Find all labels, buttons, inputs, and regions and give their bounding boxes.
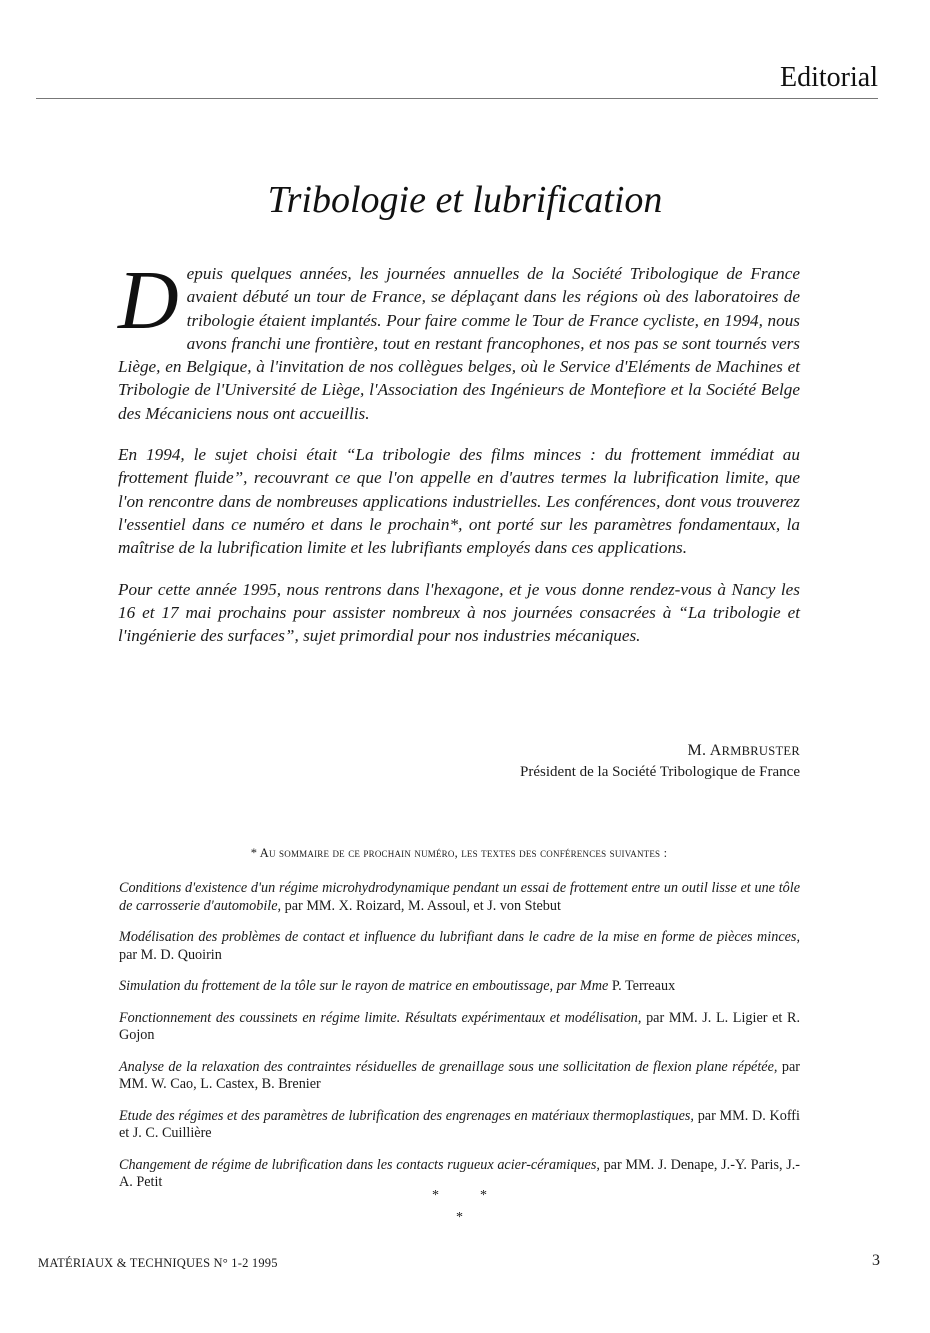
conference-authors: par MM. J. L. Ligier et R. Gojon <box>119 1009 800 1043</box>
conference-authors: par MM. D. Koffi et J. C. Cuillière <box>119 1107 800 1141</box>
conference-item <box>119 1059 800 1094</box>
conference-title: Analyse de la relaxation des contraintes résiduelles de grenaillage sous une sollicitation de flexion plane répétée, <box>119 1058 778 1075</box>
star-mark: * <box>432 1188 439 1203</box>
paragraph-2: En 1994, le sujet choisi était “La tribologie des films minces : du frottement immédiat au frottement fluide”, recouvrant ce que l'on appelle en d'autres termes la lubrification limite, que l'on rencontre dans de nombreuses applications industrielles. Les conférences, dont vous trouverez l'essentiel dans ce numéro et dans le prochain*, ont porté sur les paramètres fondamentaux, la maîtrise de la lubrification limite et les lubrifiants employés dans ces applications. <box>118 445 800 558</box>
conference-list <box>119 880 800 1206</box>
signature-role: Président de la Société Tribologique de France <box>520 764 800 780</box>
conference-authors: par M. D. Quoirin <box>119 946 222 963</box>
conference-authors: par MM. W. Cao, L. Castex, B. Brenier <box>119 1058 800 1092</box>
star-mark: * <box>456 1210 463 1225</box>
signature-surname: RMBRUSTER <box>721 744 800 758</box>
paragraph-1 <box>118 254 800 425</box>
star-mark: * <box>480 1188 487 1203</box>
conference-item <box>119 929 800 964</box>
conference-authors: P. Terreaux <box>608 978 676 994</box>
paragraph-3: Pour cette année 1995, nous rentrons dans l'hexagone, et je vous donne rendez-vous à Nancy les 16 et 17 mai prochains pour assister nombreux à nos journées consacrées à “La tribologie et l'ingénierie des surfaces”, sujet primordial pour nos industries mécaniques. <box>118 579 800 646</box>
signature-initial: M. A <box>687 742 722 759</box>
conference-item <box>119 1157 800 1192</box>
conference-title: Modélisation des problèmes de contact et influence du lubrifiant dans le cadre de la mise en forme de pièces minces, <box>119 929 800 945</box>
sommaire-heading-text: * Au sommaire de ce prochain numéro, les textes des conférences suivantes : <box>250 846 668 860</box>
header-rule <box>36 98 878 99</box>
page-number: 3 <box>872 1252 880 1269</box>
conference-item <box>119 880 800 915</box>
conference-title: Simulation du frottement de la tôle sur le rayon de matrice en emboutissage, par Mme <box>119 978 609 994</box>
signature-name <box>520 742 800 760</box>
journal-footer: MATÉRIAUX & TECHNIQUES N° 1-2 1995 <box>38 1256 278 1270</box>
editorial-body <box>118 254 800 665</box>
section-end-stars <box>420 1188 500 1228</box>
conference-authors: par MM. X. Roizard, M. Assoul, et J. von Stebut <box>281 897 561 914</box>
section-label: Editorial <box>780 62 878 93</box>
conference-title: Etude des régimes et des paramètres de lubrification des engrenages en matériaux thermoplastiques, <box>119 1107 694 1124</box>
conference-item <box>119 1010 800 1045</box>
article-title: Tribologie et lubrification <box>267 179 663 221</box>
conference-item <box>119 978 800 996</box>
conference-title: Fonctionnement des coussinets en régime limite. Résultats expérimentaux et modélisation, <box>119 1009 642 1026</box>
paragraph-1-text: epuis quelques années, les journées annuelles de la Société Tribologique de France avaient débuté un tour de France, se déplaçant dans les régions où des laboratoires de tribologie étaient implantés. Pour faire comme le Tour de France cycliste, en 1994, nous avons franchi une frontière, tout en restant francophones, et nos pas se sont tournés vers Liège, en Belgique, à l'invitation de nos collègues belges, où le Service d'Eléments de Machines et Tribologie de l'Université de Liège, l'Association des Ingénieurs de Montefiore et la Société Belge des Mécaniciens nous ont accueillis. <box>118 264 800 423</box>
conference-item <box>119 1108 800 1143</box>
conference-title: Changement de régime de lubrification dans les contacts rugueux acier-céramiques, <box>119 1156 600 1173</box>
sommaire-heading <box>0 846 918 861</box>
signature <box>520 742 800 781</box>
drop-cap: D <box>118 254 179 347</box>
conference-title: Conditions d'existence d'un régime microhydrodynamique pendant un essai de frottement entre un outil lisse et une tôle de carrosserie d'automobile, <box>119 880 800 914</box>
conference-authors: par MM. J. Denape, J.-Y. Paris, J.-A. Petit <box>119 1156 800 1190</box>
